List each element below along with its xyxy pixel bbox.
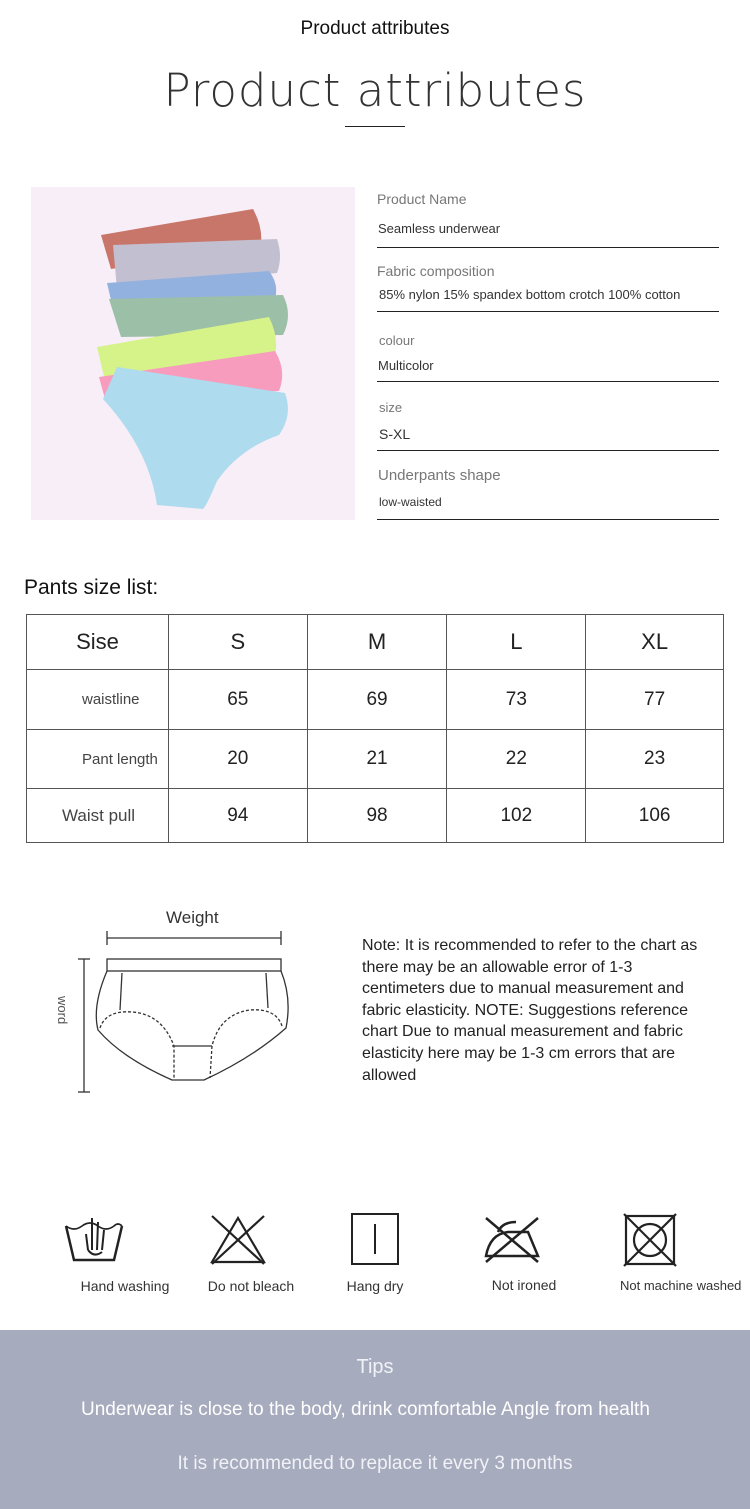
table-row <box>27 670 724 730</box>
underwear-stack-illustration <box>31 187 355 520</box>
attribute-divider <box>377 381 719 382</box>
tips-title: Tips <box>356 1356 394 1378</box>
row-label-waistline: waistline <box>27 670 169 730</box>
table-cell: 22 <box>447 730 586 789</box>
hang-dry-icon <box>346 1212 406 1268</box>
table-cell: 77 <box>586 670 724 730</box>
table-header-cell: XL <box>586 615 724 670</box>
table-row <box>27 789 724 843</box>
care-label-not-ironed: Not ironed <box>491 1277 557 1293</box>
no-iron-icon <box>482 1212 542 1268</box>
table-cell: 21 <box>307 730 447 789</box>
colour-label: colour <box>379 333 415 348</box>
attribute-divider <box>377 247 719 248</box>
diagram-width-label: Weight <box>166 908 219 927</box>
fabric-composition-value: 85% nylon 15% spandex bottom crotch 100% cotton <box>379 287 681 302</box>
small-title: Product attributes <box>300 18 450 39</box>
care-label-hang-dry: Hang dry <box>346 1278 404 1294</box>
table-cell: 73 <box>447 670 586 730</box>
underpants-shape-value: low-waisted <box>379 495 442 509</box>
fabric-composition-label: Fabric composition <box>377 263 495 279</box>
table-cell: 98 <box>307 789 447 843</box>
row-label-waist-pull: Waist pull <box>27 789 169 843</box>
size-value: S-XL <box>379 426 411 442</box>
table-cell: 102 <box>447 789 586 843</box>
underpants-shape-label: Underpants shape <box>378 467 501 484</box>
size-label: size <box>379 400 403 415</box>
diagram-side-label: word <box>55 996 70 1025</box>
attribute-divider <box>377 311 719 312</box>
title-divider <box>345 126 405 127</box>
table-header-row <box>27 615 724 670</box>
table-cell: 23 <box>586 730 724 789</box>
product-name-label: Product Name <box>377 191 467 207</box>
product-photo <box>31 187 355 520</box>
table-row <box>27 730 724 789</box>
no-machine-wash-icon <box>620 1212 680 1268</box>
underwear-size-diagram <box>76 928 296 1098</box>
care-label-do-not-bleach: Do not bleach <box>207 1278 295 1294</box>
hand-wash-icon <box>64 1212 124 1268</box>
table-cell: 94 <box>168 789 307 843</box>
care-label-not-machine-washed: Not machine washed <box>620 1278 742 1293</box>
table-cell: 20 <box>168 730 307 789</box>
row-label-pant-length: Pant length <box>27 730 169 789</box>
size-table <box>26 614 724 843</box>
no-bleach-icon <box>208 1212 268 1268</box>
attribute-divider <box>377 519 719 520</box>
table-header-cell: Sise <box>27 615 169 670</box>
tips-line-2: It is recommended to replace it every 3 months <box>177 1453 573 1474</box>
product-name-value: Seamless underwear <box>378 221 501 236</box>
size-list-heading: Pants size list: <box>24 576 159 599</box>
care-label-hand-washing: Hand washing <box>80 1278 170 1294</box>
attribute-divider <box>377 450 719 451</box>
colour-value: Multicolor <box>378 358 434 373</box>
table-cell: 69 <box>307 670 447 730</box>
table-cell: 106 <box>586 789 724 843</box>
table-header-cell: L <box>447 615 586 670</box>
table-header-cell: M <box>307 615 447 670</box>
table-cell: 65 <box>168 670 307 730</box>
tips-line-1: Underwear is close to the body, drink comfortable Angle from health <box>81 1399 650 1420</box>
page-title: Product attributes <box>163 64 587 117</box>
sizing-note: Note: It is recommended to refer to the chart as there may be an allowable error of 1-3 centimeters due to manual measurement and fabric elasticity. NOTE: Suggestions reference chart Due to manual measurement and fabric elasticity here may be 1-3 cm errors that are allowed <box>362 937 698 1084</box>
table-header-cell: S <box>168 615 307 670</box>
